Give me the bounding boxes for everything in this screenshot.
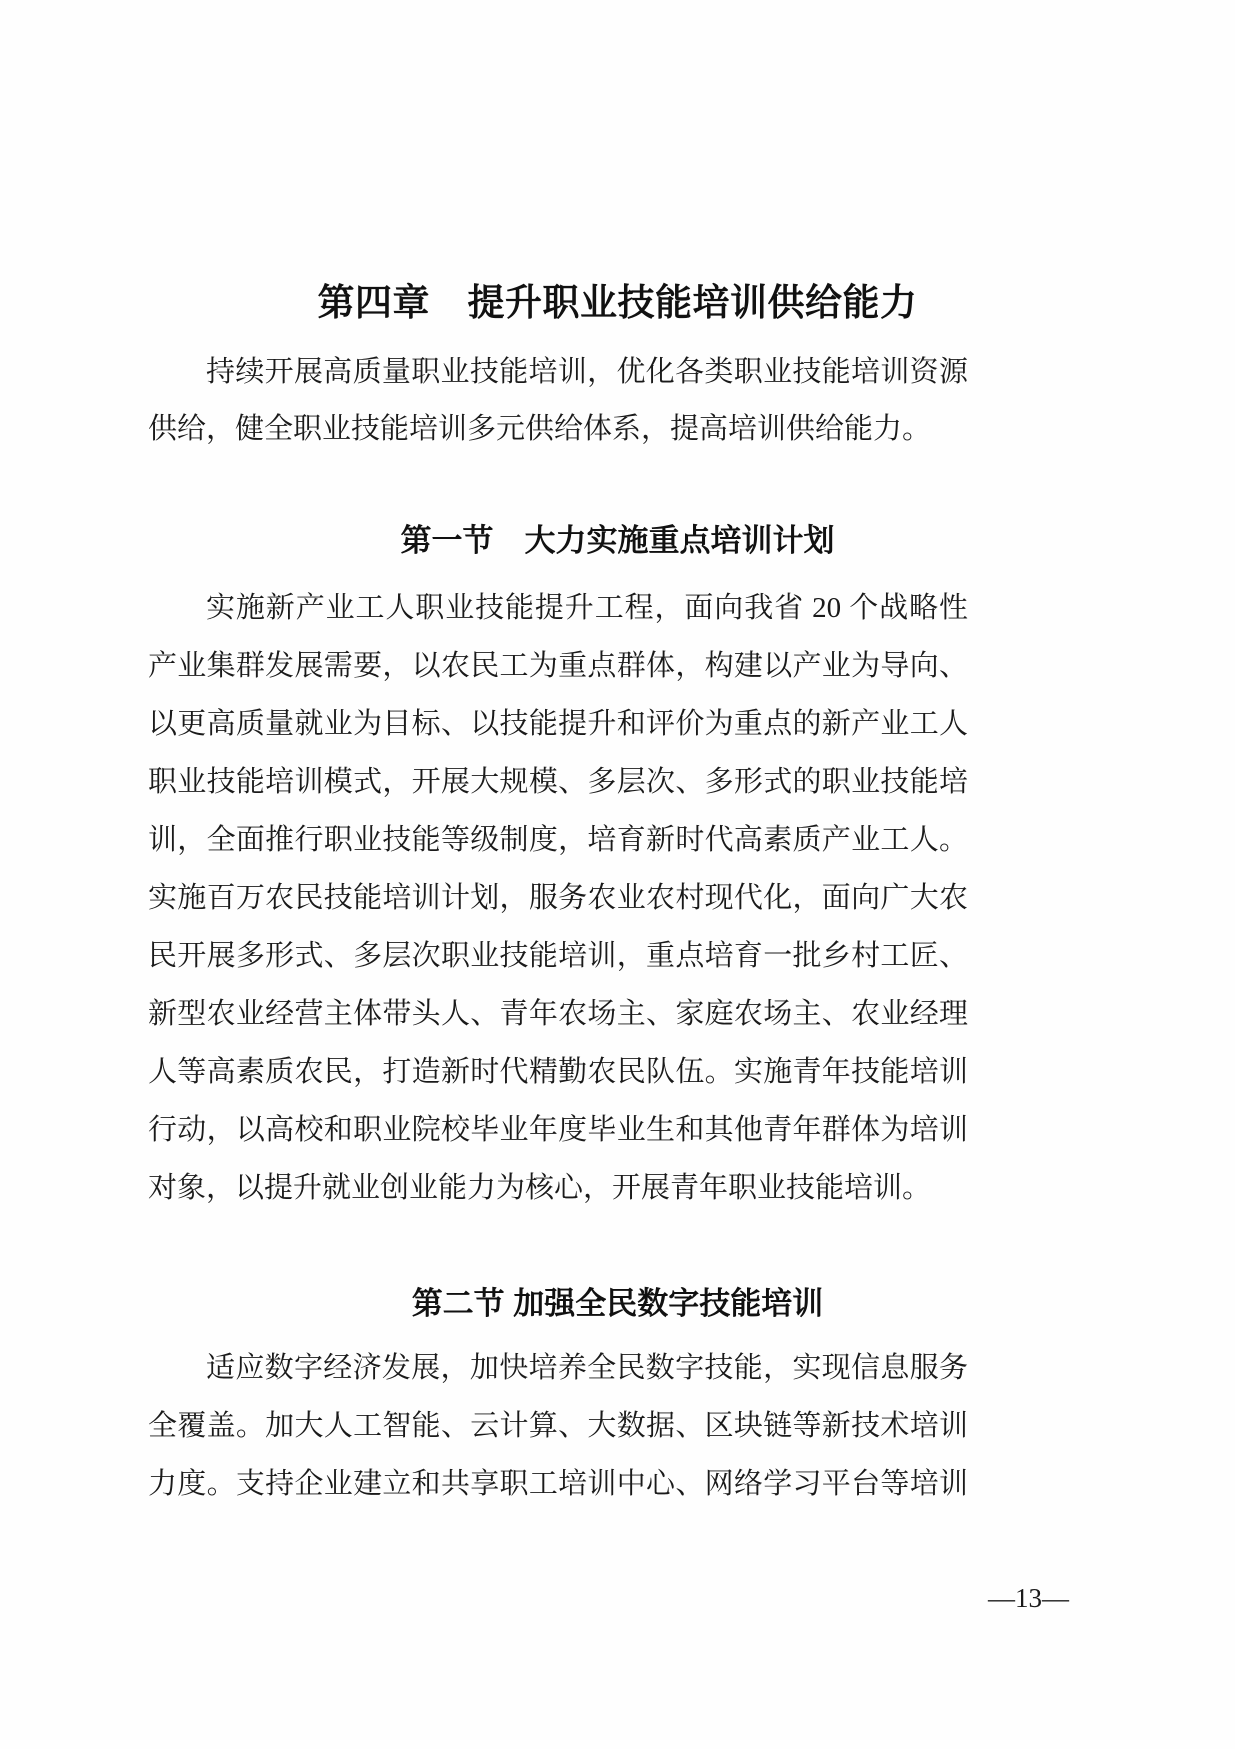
text-line: 职业技能培训模式，开展大规模、多层次、多形式的职业技能培 bbox=[148, 766, 968, 798]
text-line: 对象，以提升就业创业能力为核心，开展青年职业技能培训。 bbox=[148, 1172, 932, 1204]
section-2-paragraph bbox=[148, 1339, 968, 1513]
section-1-paragraph bbox=[148, 579, 968, 1217]
text-line: 民开展多形式、多层次职业技能培训，重点培育一批乡村工匠、 bbox=[148, 940, 968, 972]
text-line: 实施百万农民技能培训计划，服务农业农村现代化，面向广大农 bbox=[148, 882, 968, 914]
text-line: 力度。支持企业建立和共享职工培训中心、网络学习平台等培训 bbox=[148, 1468, 968, 1500]
text-line: 适应数字经济发展，加快培养全民数字技能，实现信息服务 bbox=[206, 1352, 968, 1384]
intro-paragraph bbox=[148, 344, 968, 458]
text-line: 产业集群发展需要，以农民工为重点群体，构建以产业为导向、 bbox=[148, 650, 968, 682]
text-line: 行动，以高校和职业院校毕业年度毕业生和其他青年群体为培训 bbox=[148, 1114, 968, 1146]
text-line: 全覆盖。加大人工智能、云计算、大数据、区块链等新技术培训 bbox=[148, 1410, 968, 1442]
section-2-heading: 第二节 加强全民数字技能培训 bbox=[411, 1285, 824, 1321]
chapter-title: 第四章 提升职业技能培训供给能力 bbox=[317, 281, 918, 323]
text-line: 人等高素质农民，打造新时代精勤农民队伍。实施青年技能培训 bbox=[148, 1056, 968, 1088]
text-line: 供给，健全职业技能培训多元供给体系，提高培训供给能力。 bbox=[148, 413, 932, 445]
section-1-heading: 第一节 大力实施重点培训计划 bbox=[400, 522, 835, 558]
text-line: 实施新产业工人职业技能提升工程，面向我省 20 个战略性 bbox=[206, 592, 968, 624]
text-line: 训，全面推行职业技能等级制度，培育新时代高素质产业工人。 bbox=[148, 824, 968, 856]
text-line: 新型农业经营主体带头人、青年农场主、家庭农场主、农业经理 bbox=[148, 998, 968, 1030]
text-line: 以更高质量就业为目标、以技能提升和评价为重点的新产业工人 bbox=[148, 708, 968, 740]
page-number: —13— bbox=[988, 1583, 1069, 1613]
text-line: 持续开展高质量职业技能培训，优化各类职业技能培训资源 bbox=[206, 356, 968, 388]
